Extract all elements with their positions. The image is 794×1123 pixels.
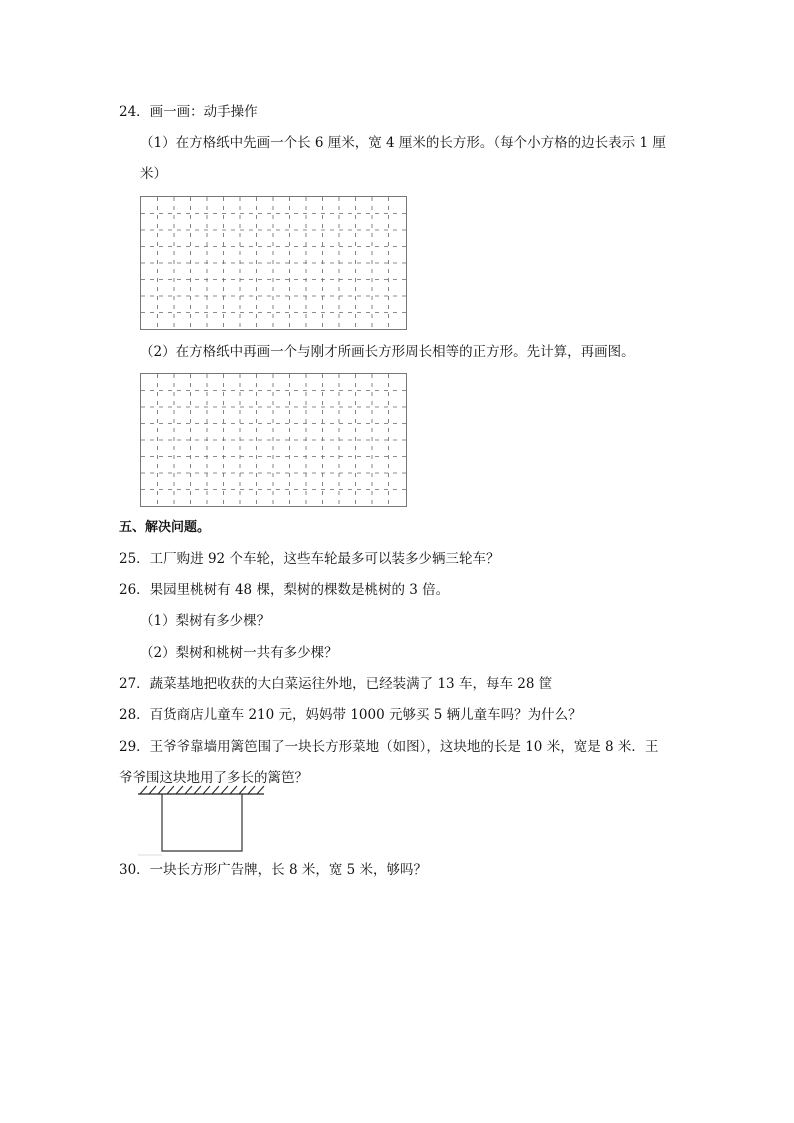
dashed-grid (141, 374, 406, 506)
q28: 28．百货商店儿童车 210 元，妈妈带 1000 元够买 5 辆儿童车吗？为什么？ (119, 707, 582, 723)
section-5-heading: 五、解决问题。 (119, 520, 211, 535)
q27: 27．蔬菜基地把收获的大白菜运往外地，已经装满了 13 车，每车 28 筐 (119, 676, 553, 692)
fence-rectangle (162, 794, 242, 851)
q30: 30．一块长方形广告牌，长 8 米，宽 5 米，够吗？ (119, 862, 428, 878)
q24-part2: （2）在方格纸中再画一个与刚才所画长方形周长相等的正方形。先计算，再画图。 (140, 344, 635, 360)
q29-line1: 29．王爷爷靠墙用篱笆围了一块长方形菜地（如图），这块地的长是 10 米，宽是 8 米．王 (119, 739, 659, 755)
grid-paper-2 (140, 373, 407, 507)
q29-line2: 爷爷围这块地用了多长的篱笆？ (119, 770, 308, 786)
wall-fence-diagram (136, 785, 268, 857)
wall-hatching (140, 786, 264, 794)
dashed-grid (141, 197, 406, 329)
q25: 25．工厂购进 92 个车轮，这些车轮最多可以装多少辆三轮车？ (119, 551, 500, 567)
grid-paper-1 (140, 196, 407, 330)
q24-part1-line1: （1）在方格纸中先画一个长 6 厘米，宽 4 厘米的长方形。（每个小方格的边长表示 1 厘 (140, 135, 666, 151)
q26-sub2: （2）梨树和桃树一共有多少棵？ (140, 645, 338, 661)
q26-sub1: （1）梨树有多少棵？ (140, 613, 271, 629)
q26: 26．果园里桃树有 48 棵，梨树的棵数是桃树的 3 倍。 (119, 582, 450, 598)
q24-title: 24．画一画：动手操作 (119, 104, 258, 120)
q24-part1-line2: 米） (140, 166, 167, 182)
